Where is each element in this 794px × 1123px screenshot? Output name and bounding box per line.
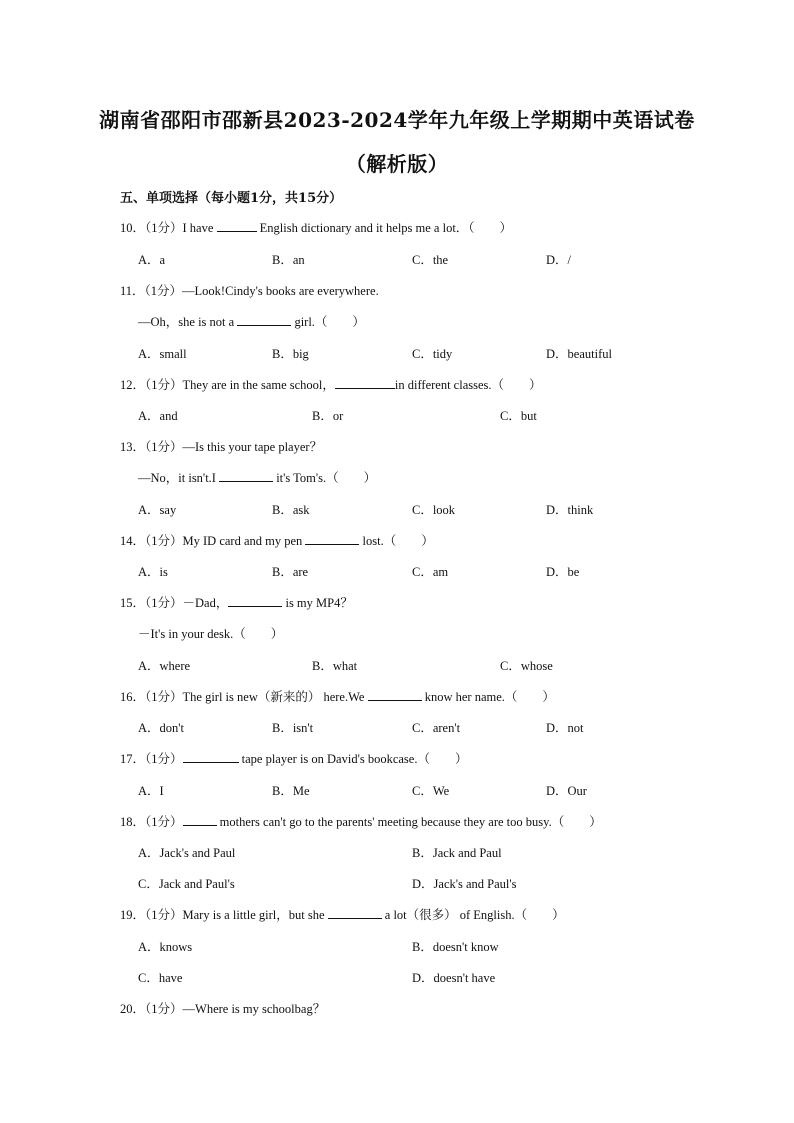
option-d: D．think — [546, 503, 594, 517]
answer-blank — [217, 219, 257, 232]
question-10 — [120, 218, 512, 236]
option-b: B．isn't — [272, 721, 314, 735]
option-d: D．/ — [546, 253, 572, 267]
question-number: 20．（1分） — [120, 1002, 183, 1016]
page-title: 湖南省邵阳市邵新县2023-2024学年九年级上学期期中英语试卷 — [99, 108, 695, 132]
question-text: —Oh，she is not a — [138, 315, 238, 329]
question-text: —No，it isn't.I — [138, 471, 220, 485]
question-number: 19．（1分） — [120, 908, 183, 922]
option-a: A．where — [138, 659, 191, 673]
question-text: mothers can't go to the parents' meeting because they are too busy.（ ） — [216, 815, 602, 829]
question-number: 18．（1分） — [120, 815, 183, 829]
page-subtitle: （解析版） — [345, 152, 449, 176]
option-d: D．doesn't have — [412, 971, 496, 985]
question-18 — [120, 812, 602, 830]
answer-blank — [305, 532, 359, 545]
option-c: C．am — [412, 565, 449, 579]
option-c: C．have — [138, 971, 183, 985]
question-number: 14．（1分） — [120, 534, 183, 548]
question-text: tape player is on David's bookcase.（ ） — [238, 752, 468, 766]
question-number: 17．（1分） — [120, 752, 183, 766]
question-text: English dictionary and it helps me a lot．（ ） — [256, 221, 513, 235]
question-16 — [120, 687, 555, 705]
question-text: it's Tom's.（ ） — [273, 471, 377, 485]
question-15-line2 — [138, 624, 283, 642]
option-b: B．ask — [272, 503, 310, 517]
question-number: 11．（1分） — [120, 284, 183, 298]
question-text: —Where is my schoolbag？ — [182, 1002, 326, 1016]
answer-blank — [183, 750, 239, 763]
option-b: B．Jack and Paul — [412, 846, 502, 860]
answer-blank — [237, 313, 291, 326]
question-text: is my MP4？ — [282, 596, 353, 610]
option-b: B．or — [312, 409, 344, 423]
option-d: D．Jack's and Paul's — [412, 877, 517, 891]
question-13-line2 — [138, 468, 376, 486]
question-12 — [120, 375, 542, 393]
question-number: 13．（1分） — [120, 440, 183, 454]
option-c: C．Jack and Paul's — [138, 877, 235, 891]
option-a: A．and — [138, 409, 178, 423]
option-d: D．not — [546, 721, 584, 735]
option-b: B．doesn't know — [412, 940, 499, 954]
option-a: A．small — [138, 347, 187, 361]
option-a: A．I — [138, 784, 164, 798]
question-20 — [120, 999, 325, 1017]
answer-blank — [328, 906, 382, 919]
answer-blank — [228, 594, 282, 607]
section-header: 五、单项选择（每小题1分，共15分） — [120, 191, 343, 206]
question-text: know her name.（ ） — [421, 690, 555, 704]
question-number: 10．（1分） — [120, 221, 183, 235]
question-number: 15．（1分） — [120, 596, 183, 610]
answer-blank — [368, 688, 422, 701]
option-c: C．aren't — [412, 721, 461, 735]
answer-blank — [219, 469, 273, 482]
question-text: a lot（很多） of English.（ ） — [381, 908, 565, 922]
question-19 — [120, 905, 565, 923]
question-number: 16．（1分） — [120, 690, 183, 704]
question-text: —Is this your tape player？ — [182, 440, 323, 454]
question-number: 12．（1分） — [120, 378, 183, 392]
question-17 — [120, 749, 467, 767]
question-text: －It's in your desk.（ ） — [138, 627, 284, 641]
question-11-line2 — [138, 312, 365, 330]
question-text: －Dad， — [182, 596, 229, 610]
option-b: B．are — [272, 565, 309, 579]
option-a: A．don't — [138, 721, 185, 735]
option-a: A．Jack's and Paul — [138, 846, 236, 860]
option-a: A．is — [138, 565, 168, 579]
option-b: B．Me — [272, 784, 310, 798]
question-text: —Look!Cindy's books are everywhere. — [182, 284, 379, 298]
option-c: C．tidy — [412, 347, 453, 361]
option-a: A．knows — [138, 940, 193, 954]
question-text: in different classes.（ ） — [394, 378, 542, 392]
option-d: D．beautiful — [546, 347, 612, 361]
question-text: lost.（ ） — [359, 534, 434, 548]
answer-blank — [183, 813, 217, 826]
question-text: Mary is a little girl，but she — [182, 908, 328, 922]
option-c: C．We — [412, 784, 450, 798]
question-15 — [120, 593, 353, 611]
option-c: C．the — [412, 253, 449, 267]
option-a: A．say — [138, 503, 177, 517]
question-13 — [120, 437, 322, 455]
option-d: D．be — [546, 565, 580, 579]
question-text: girl.（ ） — [291, 315, 365, 329]
option-c: C．but — [500, 409, 537, 423]
option-d: D．Our — [546, 784, 587, 798]
option-c: C．whose — [500, 659, 553, 673]
option-b: B．an — [272, 253, 305, 267]
answer-blank — [335, 376, 395, 389]
question-text: My ID card and my pen — [182, 534, 306, 548]
question-text: They are in the same school， — [182, 378, 335, 392]
option-b: B．what — [312, 659, 358, 673]
question-14 — [120, 531, 434, 549]
question-11 — [120, 281, 379, 299]
question-text: The girl is new（新来的） here.We — [182, 690, 368, 704]
option-a: A．a — [138, 253, 166, 267]
option-c: C．look — [412, 503, 456, 517]
option-b: B．big — [272, 347, 309, 361]
question-text: I have — [182, 221, 217, 235]
